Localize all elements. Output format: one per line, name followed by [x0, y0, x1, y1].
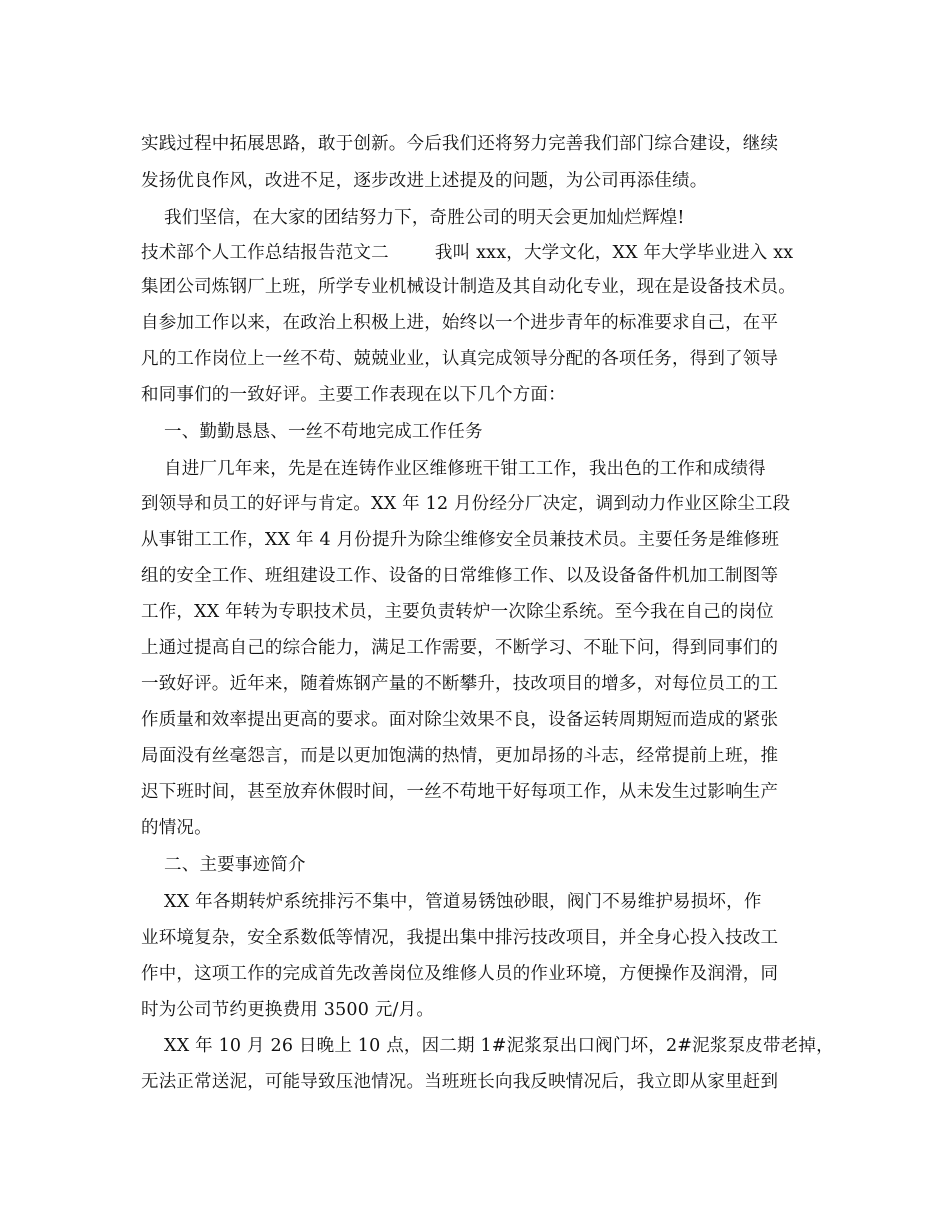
- text-line: 组的安全工作、班组建设工作、设备的日常维修工作、以及设备备件机加工制图等: [141, 566, 779, 586]
- text-line: 技术部个人工作总结报告范文二 我叫 xxx，大学文化，XX 年大学毕业进入 xx: [141, 243, 794, 263]
- section-heading: 一、勤勤恳恳、一丝不苟地完成工作任务: [141, 422, 483, 442]
- text-line: 迟下班时间，甚至放弃休假时间，一丝不苟地干好每项工作，从未发生过影响生产: [141, 782, 779, 802]
- text-line: 作质量和效率提出更高的要求。面对除尘效果不良，设备运转周期短而造成的紧张: [141, 710, 779, 730]
- text-line: XX 年各期转炉系统排污不集中，管道易锈蚀砂眼，阀门不易维护易损坏，作: [141, 892, 762, 912]
- text-line: 自进厂几年来，先是在连铸作业区维修班干钳工工作，我出色的工作和成绩得: [141, 459, 766, 479]
- text-line: 工作，XX 年转为专职技术员，主要负责转炉一次除尘系统。至今我在自己的岗位: [141, 602, 774, 622]
- text-line: 实践过程中拓展思路，敢于创新。今后我们还将努力完善我们部门综合建设，继续: [141, 134, 779, 154]
- text-line: 凡的工作岗位上一丝不苟、兢兢业业，认真完成领导分配的各项任务，得到了领导: [141, 349, 779, 369]
- text-line: 业环境复杂，安全系数低等情况，我提出集中排污技改项目，并全身心投入技改工: [141, 928, 779, 948]
- text-line: 局面没有丝毫怨言，而是以更加饱满的热情，更加昂扬的斗志，经常提前上班，推: [141, 746, 779, 766]
- text-line: 无法正常送泥，可能导致压池情况。当班班长向我反映情况后，我立即从家里赶到: [141, 1072, 779, 1092]
- text-line: 时为公司节约更换费用 3500 元/月。: [141, 1000, 435, 1020]
- text-line: 自参加工作以来，在政治上积极上进，始终以一个进步青年的标准要求自己，在平: [141, 313, 779, 333]
- text-line: 一致好评。近年来，随着炼钢产量的不断攀升，技改项目的增多，对每位员工的工: [141, 674, 779, 694]
- text-line: 发扬优良作风，改进不足，逐步改进上述提及的问题，为公司再添佳绩。: [141, 171, 708, 191]
- text-line: 到领导和员工的好评与肯定。XX 年 12 月份经分厂决定，调到动力作业区除尘工段: [141, 494, 791, 514]
- text-line: 的情况。: [141, 818, 212, 838]
- text-line: 作中，这项工作的完成首先改善岗位及维修人员的作业环境，方便操作及润滑，同: [141, 964, 779, 984]
- text-line: 我们坚信，在大家的团结努力下，奇胜公司的明天会更加灿烂辉煌!: [141, 208, 685, 228]
- text-line: 集团公司炼钢厂上班，所学专业机械设计制造及其自动化专业，现在是设备技术员。: [141, 277, 796, 297]
- text-line: 从事钳工工作，XX 年 4 月份提升为除尘维修安全员兼技术员。主要任务是维修班: [141, 530, 780, 550]
- text-line: XX 年 10 月 26 日晚上 10 点，因二期 1#泥浆泵出口阀门坏，2#泥浆泵皮带老掉，: [141, 1036, 834, 1056]
- section-heading: 二、主要事迹简介: [141, 855, 306, 875]
- text-line: 上通过提高自己的综合能力，满足工作需要，不断学习、不耻下问，得到同事们的: [141, 638, 779, 658]
- text-line: 和同事们的一致好评。主要工作表现在以下几个方面：: [141, 385, 566, 405]
